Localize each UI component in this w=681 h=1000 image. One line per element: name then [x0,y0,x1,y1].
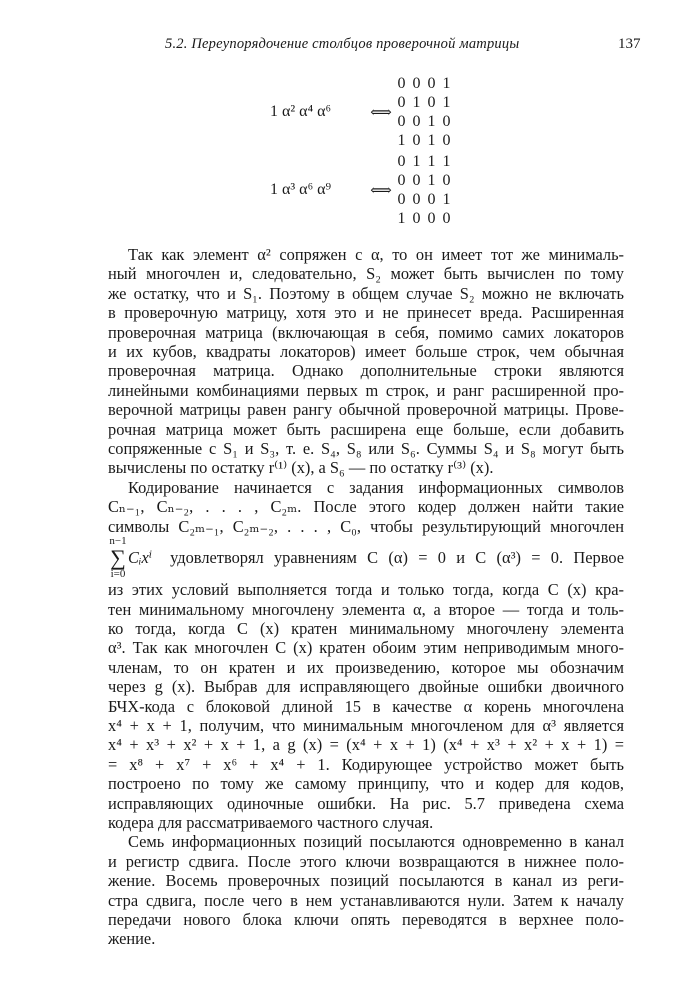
equivalence-1 [270,74,454,150]
page-number: 137 [618,36,641,52]
matrix-row [394,190,454,209]
equivalence-arrow: ⟺ [370,104,392,121]
sum-upper-limit: n−1 [109,535,127,548]
text-line: = x⁸ + x⁷ + x⁶ + x⁴ + 1. Кодирующее устройство может быть [108,754,624,774]
text-line: x⁴ + x + 1, получим, что минимальным многочленом для α³ является [108,715,624,735]
matrix-cell: 0 [397,75,406,92]
matrix-row [394,209,454,228]
text-line: вычислены по остатку r⁽¹⁾ (x), а S₆ — по остатку r⁽³⁾ (x). [108,458,494,478]
text-line: жение. Восемь проверочных позиций посылаются в канал из реги- [108,871,624,891]
matrix-cell: 1 [427,153,436,170]
equivalence-lhs: 1 α³ α⁶ α⁹ [270,181,332,198]
text-line: α³. Так как многочлен C (x) кратен обоим этим неприводимым много- [108,638,624,658]
matrix-cell: 0 [442,113,451,130]
summation-symbol [108,536,128,580]
text-line: через g (x). Выбрав для исправляющего двойные ошибки двоичного [108,677,624,697]
text-line: исправляющих одиночные ошибки. На рис. 5.7 приведена схема [108,793,624,813]
text-line: и регистр сдвига. После этого ключи возвращаются в нижнее поло- [108,851,624,871]
matrix-cell: 1 [442,153,451,170]
text-line: БЧХ-кода с блоковой длиной 15 в качестве α корень многочлена [108,696,624,716]
matrix-cell: 0 [412,191,421,208]
matrix-cell: 0 [397,191,406,208]
matrix-cell: 0 [412,210,421,227]
matrix-cell: 1 [442,94,451,111]
matrix-cell: 0 [412,172,421,189]
text-line: x⁴ + x³ + x² + x + 1, а g (x) = (x⁴ + x + 1) (x⁴ + x³ + x² + x + 1) = [108,735,624,755]
sum-term: Cᵢxⁱ [128,548,153,568]
matrix-cell: 1 [442,191,451,208]
text-line: проверочная матрица (включающая в себя, помимо самих локаторов [108,322,624,342]
matrix-cell: 0 [412,113,421,130]
matrix-cell: 0 [427,210,436,227]
matrix-row [394,171,454,190]
matrix-cell: 0 [427,94,436,111]
text-line: членам, то он кратен и их произведению, которое мы обозначим [108,657,624,677]
text-line: построено по тому же самому принципу, что и кодер для кодов, [108,774,624,794]
matrix-row [394,74,454,93]
matrix-cell: 0 [427,191,436,208]
text-line: Кодирование начинается с задания информационных символов [128,477,624,497]
text-line: Семь информационных позиций посылаются одновременно в канал [128,832,624,852]
matrix-row [394,131,454,150]
text-line: Так как элемент α² сопряжен с α, то он имеет тот же минималь- [128,245,624,264]
text-line: линейными комбинациями первых m строк, и ранг расширенной про- [108,380,624,400]
matrix-cell: 0 [397,153,406,170]
matrix-cell: 0 [412,132,421,149]
text-line: верочной матрицы равен рангу обычной проверочной матрицы. Прове- [108,400,624,420]
text-line: сопряженные с S₁ и S₃, т. е. S₄, S₈ или S₆. Суммы S₄ и S₈ могут быть [108,439,624,459]
running-title: 5.2. Переупорядочение столбцов проверочной матрицы [165,36,520,52]
matrix-cell: 1 [397,132,406,149]
text-line: стра сдвига, после чего в нем устанавливаются нули. Затем к началу [108,890,624,910]
matrix-cell: 1 [427,113,436,130]
paragraph-1 [108,245,624,478]
text-line: же остатку, что и S₁. Поэтому в общем случае S₂ можно не включать [108,283,624,303]
binary-matrix [394,74,454,150]
body-text [108,245,624,949]
text-line: символы C₂ₘ₋₁, C₂ₘ₋₂, . . . , C₀, чтобы результирующий многочлен [108,516,624,536]
text-line: передачи нового блока ключи опять переводятся в верхнее поло- [108,910,624,929]
matrix-cell: 1 [397,210,406,227]
text-line: тен минимальному многочлену элемента α, а второе — тогда и толь- [108,599,624,619]
matrix-cell: 1 [412,94,421,111]
equivalence-arrow: ⟺ [370,182,392,199]
text-line: проверочная матрица. Однако дополнительные строки являются [108,361,624,381]
summation-line [108,536,624,580]
matrix-cell: 0 [442,210,451,227]
text-line: в проверочную матрицу, хотя это и не принесет вреда. Расширенная [108,303,624,323]
text-line: рочная матрица может быть расширена еще больше, если добавить [108,419,624,439]
equivalence-lhs: 1 α² α⁴ α⁶ [270,103,332,120]
matrix-cell: 1 [442,75,451,92]
sum-lower-limit: i=0 [110,568,126,581]
text-line: ко тогда, когда C (x) кратен минимальному многочлену элемента [108,618,624,638]
text-line: Cₙ₋₁, Cₙ₋₂, . . . , C₂ₘ. После этого кодер должен найти такие [108,497,624,517]
sigma-icon: ∑ [110,545,126,571]
matrix-row [394,112,454,131]
matrix-cell: 1 [412,153,421,170]
matrix-cell: 0 [397,172,406,189]
equivalence-2 [270,152,454,228]
matrix-cell: 0 [397,94,406,111]
matrix-row [394,152,454,171]
matrix-cell: 1 [427,172,436,189]
matrix-cell: 0 [442,172,451,189]
text-line: и их кубов, квадраты локаторов) имеет больше строк, чем обычная [108,342,624,362]
matrix-cell: 0 [412,75,421,92]
paragraph-3 [108,832,624,948]
binary-matrix [394,152,454,228]
text-line: жение. [108,929,156,949]
paragraph-2 [108,478,624,833]
text-line: из этих условий выполняется тогда и только тогда, когда C (x) кра- [108,580,624,600]
text-line: удовлетворял уравнениям C (α) = 0 и C (α³) = 0. Первое [170,548,624,568]
matrix-row [394,93,454,112]
matrix-cell: 0 [427,75,436,92]
text-line: ный многочлен и, следовательно, S₂ может быть вычислен по тому [108,264,624,284]
text-line: кодера для рассматриваемого частного случая. [108,812,434,832]
matrix-cell: 0 [442,132,451,149]
matrix-cell: 0 [397,113,406,130]
matrix-cell: 1 [427,132,436,149]
